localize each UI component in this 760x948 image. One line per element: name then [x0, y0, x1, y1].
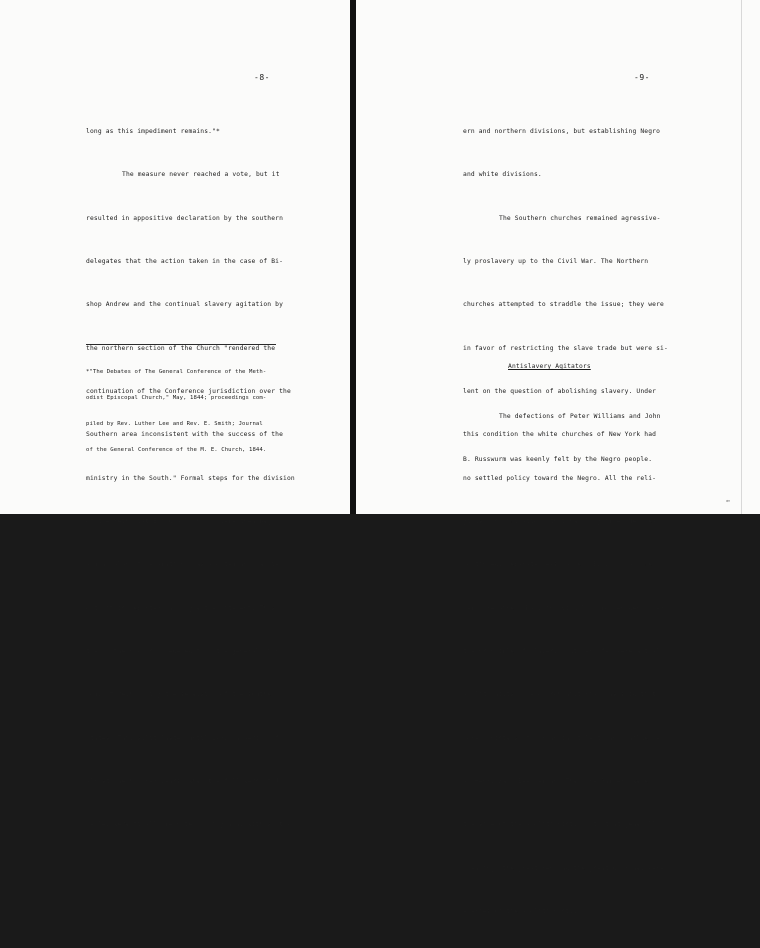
text-line: The defections of Peter Williams and John: [499, 412, 661, 420]
text-line: ly proslavery up to the Civil War. The Northern: [463, 257, 649, 265]
page-edge: [741, 0, 742, 514]
text-line: long as this impediment remains."*: [86, 127, 220, 135]
text-line: as Henry Ward Beecher and Theodore Parker, were on: [463, 778, 661, 786]
text-line: continuation of the Conference jurisdiction over the: [86, 387, 291, 395]
text-line: Southern area inconsistent with the success of the: [86, 431, 284, 439]
text-line: The Southern churches remained agressive-: [499, 214, 661, 222]
text-line: the Southern church seceded from the general church: [86, 648, 287, 656]
footnote-line: of the General Conference of the M. E. Church, 1844.: [86, 446, 267, 453]
text-line: lent on the question of abolishing slavery. Under: [463, 387, 657, 395]
footnote-line: piled by Rev. Luther Lee and Rev. E. Smith; Journal: [86, 420, 263, 427]
text-line: enemies of the abolitionists.: [463, 908, 578, 916]
text-line: of the Methodist Episcopal church were then begun,: [86, 518, 284, 525]
page-number: -9-: [634, 73, 650, 82]
text-line: Wesley were finally reunited, doing away with south-: [86, 821, 291, 829]
corner-mark: ⇐: [726, 497, 731, 505]
text-line: out, it is reported, amid great excitement. Thus,: [86, 604, 280, 612]
text-line: some ministers of commanding talents and influence,: [463, 734, 664, 742]
section-heading: Antislavery Agitators: [508, 363, 591, 370]
text-line: no settled policy toward the Negro. All the reli-: [463, 474, 657, 482]
text-line: B. Russwurm was keenly felt by the Negro people.: [463, 456, 653, 464]
footnote: [86, 351, 266, 471]
text-line: this condition the white churches of New York had: [463, 431, 657, 439]
body-text: [86, 96, 295, 862]
footnote-rule: [86, 344, 276, 345]
text-line: body, foreshadowing the secession of the southern: [86, 691, 280, 699]
right-page: [356, 0, 760, 916]
text-line: delegates that the action taken in the case of Bi-: [86, 257, 284, 265]
text-line: in favor of restricting the slave trade but were si-: [463, 344, 668, 352]
text-line: speaking, the great men and the great churches were: [463, 864, 664, 872]
text-line: The measure never reached a vote, but it: [122, 171, 280, 179]
text-line: churches attempted to straddle the issue; they were: [463, 301, 664, 309]
text-line: bers) remained. Many individual churchmen denounced: [463, 604, 664, 612]
footnote-line: odist Episcopal Church," May, 1844; proceedings com-: [86, 394, 267, 401]
text-line: resulted in appositive declaration by the southern: [86, 214, 284, 222]
text-line: gious discriminations that had long irked Negroes: [463, 518, 657, 525]
footnote-line: *"The Debates of The General Conference of the Meth-: [86, 369, 267, 376]
text-line: and a "plan of Separation" was adopted and carried: [86, 561, 284, 569]
text-line: the principle of slavery, but very few were actual: [463, 648, 661, 656]
text-line: abolitionists. One church historian has said that: [463, 691, 657, 699]
text-line: the side of the abolitionists, but, that generally: [463, 821, 661, 829]
text-line: the northern section of the Church "rendered the: [86, 344, 276, 352]
text-line: almost one hundred years, when the followers of John: [86, 778, 291, 786]
text-line: shop Andrew and the continual slavery agitation by: [86, 301, 284, 309]
body-text: [463, 96, 668, 948]
text-line: ern and northern divisions, but establishing Negro: [463, 127, 661, 135]
text-line: continued. Separate pews marked "B.M." (black mem-: [463, 561, 661, 569]
page-number: -8-: [254, 73, 270, 82]
left-page: [0, 0, 350, 829]
text-line: and white divisions.: [463, 171, 542, 179]
text-line: ministry in the South." Formal steps for the division: [86, 474, 295, 482]
text-line: states. This split lasted until 1939, a period of: [86, 734, 280, 742]
body-text: [463, 381, 661, 497]
